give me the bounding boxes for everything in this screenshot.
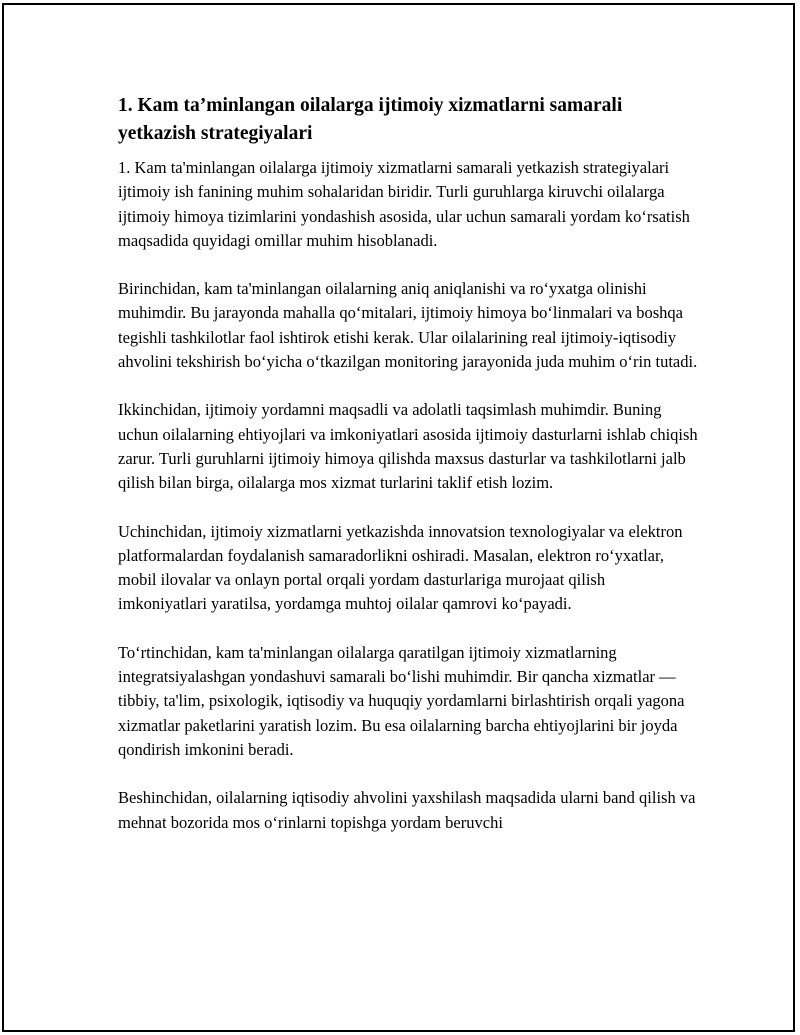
- paragraph-first: Birinchidan, kam ta'minlangan oilalarning aniq aniqlanishi va ro‘yxatga olinishi muhimdir. Bu jarayonda mahalla qo‘mitalari, ijtimoiy himoya bo‘linmalari va boshqa tegishli tashkilotlar faol ishtirok etishi kerak. Ular oilalarining real ijtimoiy-iqtisodiy ahvolini tekshirish bo‘yicha o‘tkazilgan monitoring jarayonida juda muhim o‘rin tutadi.: [118, 279, 698, 372]
- paragraph-intro: 1. Kam ta'minlangan oilalarga ijtimoiy xizmatlarni samarali yetkazish strategiyalari ijtimoiy ish fanining muhim sohalaridan biridir. Turli guruhlarga kiruvchi oilalarga ijtimoiy himoya tizimlarini yondashish asosida, ular uchun samarali yordam ko‘rsatish maqsadida quyidagi omillar muhim hisoblanadi.: [118, 158, 690, 250]
- paragraph-fourth: To‘rtinchidan, kam ta'minlangan oilalarga qaratilgan ijtimoiy xizmatlarning integratsiyalashgan yondashuvi samarali bo‘lishi muhimdir. Bir qancha xizmatlar — tibbiy, ta'lim, psixologik, iqtisodiy va huquqiy yordamlarni birlashtirish orqali yagona xizmatlar paketlarini yaratish lozim. Bu esa oilalarning barcha ehtiyojlarini bir joyda qondirish imkonini beradi.: [118, 642, 685, 759]
- paragraph-second: Ikkinchidan, ijtimoiy yordamni maqsadli va adolatli taqsimlash muhimdir. Buning uchun oilalarning ehtiyojlari va imkoniyatlari asosida ijtimoiy dasturlarni ishlab chiqish zarur. Turli guruhlarni ijtimoiy himoya qilishda maxsus dasturlar va tashkilotlarni jalb qilish bilan birga, oilalarga mos xizmat turlarini taklif etish lozim.: [118, 400, 698, 493]
- paragraph-fifth: Beshinchidan, oilalarning iqtisodiy ahvolini yaxshilash maqsadida ularni band qilish va mehnat bozorida mos o‘rinlarni topishga yordam beruvchi: [118, 788, 696, 832]
- paragraph-third: Uchinchidan, ijtimoiy xizmatlarni yetkazishda innovatsion texnologiyalar va elektron platformalardan foydalanish samaradorlikni oshiradi. Masalan, elektron ro‘yxatlar, mobil ilovalar va onlayn portal orqali yordam dasturlariga murojaat qilish imkoniyatlari yaratilsa, yordamga muhtoj oilalar qamrovi ko‘payadi.: [118, 521, 683, 614]
- section-heading: 1. Kam ta’minlangan oilalarga ijtimoiy xizmatlarni samarali yetkazish strategiyalari: [118, 95, 623, 144]
- paragraph-list: [118, 156, 698, 835]
- document-body: [118, 92, 698, 859]
